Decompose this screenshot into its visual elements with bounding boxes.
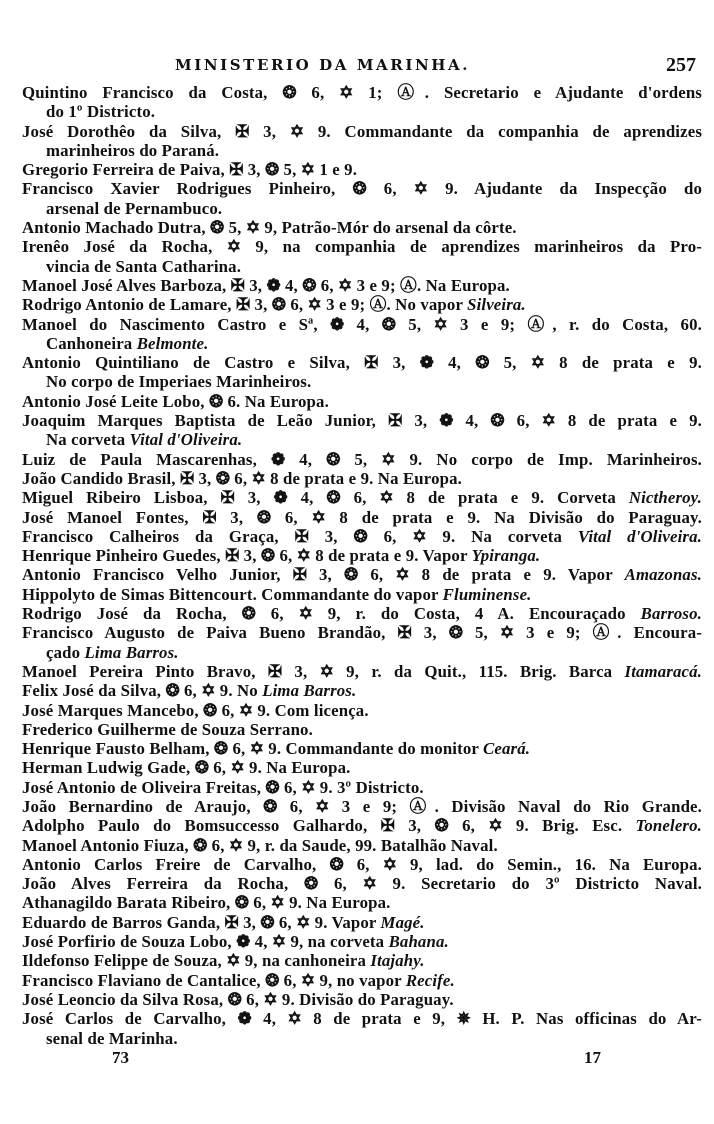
ship-name: Lima Barros.	[84, 642, 179, 662]
entry	[22, 508, 702, 527]
entry	[22, 469, 702, 488]
ship-name: Vital d'Oliveira.	[129, 430, 243, 450]
entry-line	[22, 990, 702, 1009]
entry-line	[22, 237, 702, 256]
ship-name: Fluminense.	[442, 584, 532, 604]
ship-name: Lima Barros.	[262, 681, 357, 701]
entry-text: vincia de Santa Catharina.	[46, 256, 242, 276]
ship-name: Recife.	[405, 970, 455, 990]
ship-name: Itajahy.	[370, 951, 425, 971]
entry-line	[22, 315, 702, 334]
entry	[22, 604, 702, 623]
entry	[22, 739, 702, 758]
entry	[22, 160, 702, 179]
ship-name: Ypiranga.	[471, 546, 541, 566]
entry-text: Francisco Augusto de Paiva Bueno Brandão, ✠ 3, ❂ 5, ✡ 3 e 9; Ⓐ. Encoura-	[22, 623, 702, 643]
entry-line	[22, 778, 702, 797]
entry-line	[22, 257, 702, 276]
entry-text: Antonio Machado Dutra, ❂ 5, ✡ 9, Patrão-Mór do arsenal da côrte.	[22, 218, 517, 238]
entry-text: José Manoel Fontes, ✠ 3, ❂ 6, ✡ 8 de prata e 9. Na Divisão do Paraguay.	[22, 507, 702, 527]
entry	[22, 218, 702, 237]
entry-text: Henrique Fausto Belham, ❂ 6, ✡ 9. Commandante do monitor	[22, 739, 484, 759]
ship-name: Itamaracá.	[624, 661, 702, 681]
entry	[22, 527, 702, 546]
entry-line	[22, 527, 702, 546]
entry-text: do 1º Districto.	[46, 102, 156, 122]
entry-text: José Antonio de Oliveira Freitas, ❂ 6, ✡ 9. 3º Districto.	[22, 777, 424, 797]
entry	[22, 816, 702, 835]
ship-name: Amazonas.	[624, 565, 702, 585]
entry	[22, 681, 702, 700]
entry-line	[22, 816, 702, 835]
entry-text: Athanagildo Barata Ribeiro, ❂ 6, ✡ 9. Na Europa.	[22, 893, 391, 913]
entry-line	[22, 546, 702, 565]
entry-text: Frederico Guilherme de Souza Serrano.	[22, 719, 313, 739]
entry	[22, 893, 702, 912]
entry-text: Quintino Francisco da Costa, ❂ 6, ✡ 1; Ⓐ. Secretario e Ajudante d'ordens	[22, 83, 702, 102]
entry-line	[22, 334, 702, 353]
entry-line	[22, 701, 702, 720]
entry-line	[22, 102, 702, 121]
ship-name: Vital d'Oliveira.	[577, 526, 702, 546]
page-number: 257	[666, 54, 696, 76]
entry-line	[22, 353, 702, 372]
ship-name: Magé.	[380, 912, 425, 932]
entry	[22, 179, 702, 218]
entry-line	[22, 604, 702, 623]
entry-line	[22, 295, 702, 314]
entry	[22, 565, 702, 584]
entry	[22, 488, 702, 507]
entry-line	[22, 1009, 702, 1028]
entry-line	[22, 951, 702, 970]
entry-text: Adolpho Paulo do Bomsuccesso Galhardo, ✠ 3, ❂ 6, ✡ 9. Brig. Esc.	[22, 816, 636, 836]
entry-text: José Porfirio de Souza Lobo, ❁ 4, ✡ 9, na corveta	[22, 932, 389, 952]
entry-text: çado	[46, 642, 85, 662]
entry-text: Felix José da Silva, ❂ 6, ✡ 9. No	[22, 681, 263, 701]
footer-signature-left: 73	[112, 1048, 129, 1067]
entry	[22, 392, 702, 411]
entry-text: Irenêo José da Rocha, ✡ 9, na companhia de aprendizes marinheiros da Pro-	[22, 237, 702, 257]
entry-text: José Dorothêo da Silva, ✠ 3, ✡ 9. Commandante da companhia de aprendizes	[22, 121, 702, 141]
entry	[22, 990, 702, 1009]
ship-name: Belmonte.	[136, 333, 209, 353]
entry-line	[22, 276, 702, 295]
entry-text: João Candido Brasil, ✠ 3, ❂ 6, ✡ 8 de prata e 9. Na Europa.	[22, 468, 462, 488]
entry-text: Hippolyto de Simas Bittencourt. Commandante do vapor	[22, 584, 443, 604]
entry-text: Francisco Calheiros da Graça, ✠ 3, ❂ 6, ✡ 9. Na corveta	[22, 526, 578, 546]
entry-line	[22, 681, 702, 700]
entry-line	[22, 720, 702, 739]
entry-line	[22, 893, 702, 912]
entry-text: senal de Marinha.	[46, 1028, 178, 1048]
entry	[22, 411, 702, 450]
entry	[22, 450, 702, 469]
entry-text: Luiz de Paula Mascarenhas, ❁ 4, ❂ 5, ✡ 9. No corpo de Imp. Marinheiros.	[22, 449, 702, 469]
entry	[22, 83, 702, 122]
entry-text: Manoel Pereira Pinto Bravo, ✠ 3, ✡ 9, r. da Quit., 115. Brig. Barca	[22, 661, 625, 681]
entry	[22, 951, 702, 970]
entry	[22, 1009, 702, 1048]
entry	[22, 874, 702, 893]
entry	[22, 353, 702, 392]
entry-text: João Alves Ferreira da Rocha, ❂ 6, ✡ 9. Secretario do 3º Districto Naval.	[22, 874, 702, 894]
entry-text: arsenal de Pernambuco.	[46, 198, 223, 218]
entry-line	[22, 469, 702, 488]
entry-text: Manoel do Nascimento Castro e Sª, ❁ 4, ❂ 5, ✡ 3 e 9; Ⓐ, r. do Costa, 60.	[22, 314, 702, 334]
entry-line	[22, 83, 702, 102]
entry-text: Canhoneira	[46, 333, 137, 353]
entry	[22, 932, 702, 951]
entry-text: Antonio Carlos Freire de Carvalho, ❂ 6, ✡ 9, lad. do Semin., 16. Na Europa.	[22, 854, 702, 874]
entry	[22, 836, 702, 855]
entry-line	[22, 392, 702, 411]
entry-text: Rodrigo Antonio de Lamare, ✠ 3, ❂ 6, ✡ 3 e 9; Ⓐ. No vapor	[22, 295, 468, 315]
entry-line	[22, 739, 702, 758]
entry-line	[22, 836, 702, 855]
entry-line	[22, 160, 702, 179]
ship-name: Barroso.	[640, 604, 702, 624]
entry-line	[22, 565, 702, 584]
entry-line	[22, 913, 702, 932]
entry-line	[22, 122, 702, 141]
entry	[22, 758, 702, 777]
entry-line	[22, 855, 702, 874]
entry-line	[22, 218, 702, 237]
entry-text: Henrique Pinheiro Guedes, ✠ 3, ❂ 6, ✡ 8 de prata e 9. Vapor	[22, 546, 472, 566]
entry-line	[22, 508, 702, 527]
ship-name: Bahana.	[388, 932, 449, 952]
entry-text: Francisco Flaviano de Cantalice, ❂ 6, ✡ 9, no vapor	[22, 970, 406, 990]
ship-name: Silveira.	[467, 295, 526, 315]
entry	[22, 623, 702, 662]
entry	[22, 585, 702, 604]
running-header	[0, 56, 714, 80]
entry-line	[22, 199, 702, 218]
entry-text: Antonio Francisco Velho Junior, ✠ 3, ❂ 6, ✡ 8 de prata e 9. Vapor	[22, 565, 625, 585]
entry-line	[22, 488, 702, 507]
entry-text: João Bernardino de Araujo, ❂ 6, ✡ 3 e 9; Ⓐ. Divisão Naval do Rio Grande.	[22, 796, 702, 816]
entry-line	[22, 874, 702, 893]
ship-name: Nictheroy.	[628, 488, 702, 508]
ship-name: Ceará.	[483, 739, 531, 759]
entry-text: Eduardo de Barros Ganda, ✠ 3, ❂ 6, ✡ 9. Vapor	[22, 912, 381, 932]
entry-text: Joaquim Marques Baptista de Leão Junior, ✠ 3, ❁ 4, ❂ 6, ✡ 8 de prata e 9.	[22, 411, 702, 431]
entry	[22, 971, 702, 990]
entry-text: José Marques Mancebo, ❂ 6, ✡ 9. Com licença.	[22, 700, 369, 720]
entry-text: No corpo de Imperiaes Marinheiros.	[46, 372, 312, 392]
entry	[22, 778, 702, 797]
running-title: MINISTERIO DA MARINHA.	[175, 56, 471, 74]
entry-text: Miguel Ribeiro Lisboa, ✠ 3, ❁ 4, ❂ 6, ✡ 8 de prata e 9. Corveta	[22, 488, 629, 508]
entry-text: Francisco Xavier Rodrigues Pinheiro, ❂ 6, ✡ 9. Ajudante da Inspecção do	[22, 179, 702, 199]
entry-line	[22, 623, 702, 642]
entry-line	[22, 411, 702, 430]
entry	[22, 797, 702, 816]
entry	[22, 276, 702, 295]
entry	[22, 662, 702, 681]
entry	[22, 720, 702, 739]
entry-text: marinheiros do Paraná.	[46, 140, 220, 160]
entry-line	[22, 141, 702, 160]
entry	[22, 913, 702, 932]
entry-text: Manoel Antonio Fiuza, ❂ 6, ✡ 9, r. da Saude, 99. Batalhão Naval.	[22, 835, 498, 855]
entry	[22, 315, 702, 354]
entry-line	[22, 643, 702, 662]
entry	[22, 701, 702, 720]
entry-text: José Leoncio da Silva Rosa, ❂ 6, ✡ 9. Divisão do Paraguay.	[22, 989, 454, 1009]
footer-signature-right: 17	[584, 1048, 601, 1067]
entry-text: Herman Ludwig Gade, ❂ 6, ✡ 9. Na Europa.	[22, 758, 351, 778]
entry-line	[22, 372, 702, 391]
entry	[22, 546, 702, 565]
entry	[22, 237, 702, 276]
entry-line	[22, 758, 702, 777]
entry-line	[22, 797, 702, 816]
entry-list	[22, 83, 702, 1048]
ship-name: Tonelero.	[635, 816, 702, 836]
entry-text: Ildefonso Felippe de Souza, ✡ 9, na canhoneira	[22, 951, 371, 971]
entry-text: José Carlos de Carvalho, ❁ 4, ✡ 8 de prata e 9, ✵ H. P. Nas officinas do Ar-	[22, 1009, 702, 1029]
entry-text: Manoel José Alves Barboza, ✠ 3, ❁ 4, ❂ 6, ✡ 3 e 9; Ⓐ. Na Europa.	[22, 275, 510, 295]
entry-text: Antonio Quintiliano de Castro e Silva, ✠ 3, ❁ 4, ❂ 5, ✡ 8 de prata e 9.	[22, 353, 702, 373]
entry-line	[22, 179, 702, 198]
entry-line	[22, 932, 702, 951]
entry-line	[22, 1029, 702, 1048]
entry-line	[22, 430, 702, 449]
entry	[22, 122, 702, 161]
entry-line	[22, 971, 702, 990]
entry-text: Antonio José Leite Lobo, ❂ 6. Na Europa.	[22, 391, 329, 411]
entry-text: Na corveta	[46, 430, 130, 450]
entry-text: Gregorio Ferreira de Paiva, ✠ 3, ❂ 5, ✡ 1 e 9.	[22, 160, 358, 180]
entry-text: Rodrigo José da Rocha, ❂ 6, ✡ 9, r. do Costa, 4 A. Encouraçado	[22, 604, 641, 624]
entry	[22, 295, 702, 314]
entry	[22, 855, 702, 874]
entry-line	[22, 450, 702, 469]
entry-line	[22, 662, 702, 681]
entry-line	[22, 585, 702, 604]
